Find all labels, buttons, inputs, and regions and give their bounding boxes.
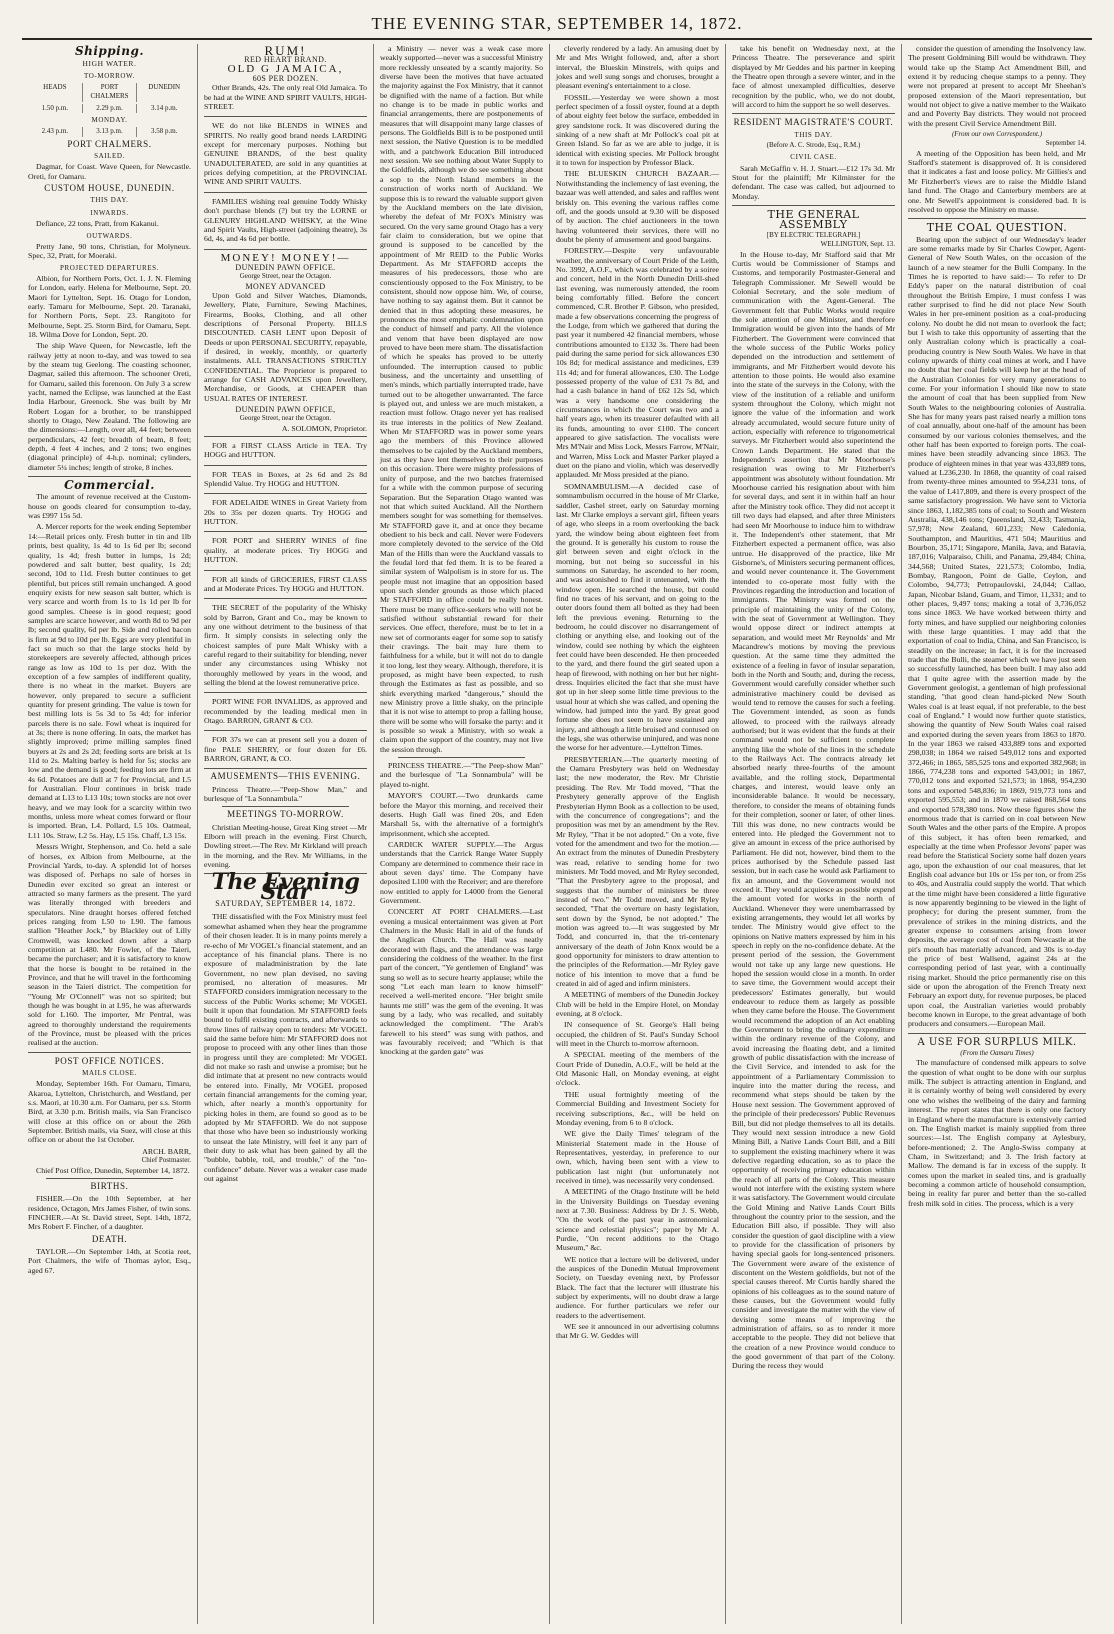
column-4 [550,44,726,1624]
commercial-body: A. Mercer reports for the week ending September 14:—Retail prices only. Fresh butter in tin and 1lb prints, best quality, 1s 4d to 1s 6d per lb; second quality, 1s 4d; fresh butter in lumps, 1s 2d; powdered and salt butter, best quality, 1s 2d; second, 10d to 11d. Fresh butter continues to get plentiful, but prices still remain unchanged. A good enquiry exists for new season salt butter, which is very scarce and worth from 1s to 1s 1d per lb for good samples. Cheese is in good request; good samples are scarce however, and worth 8d to 9d per lb; second quality, 6d per lb. Side and rolled bacon is firm at 9d to 10d per lb. Eggs are very plentiful in fact so much so that the large stocks held by storekeepers are severely affected, although prices range as low as 10d to 1s per doz. With the exception of a few samples of indifferent quality, there is no wheat in the market. Buyers are however, only prepared to secure a sufficient quantity for present grinding. The value is town for best milling lots is 5s 3d to 5s 4d; for inferior parcels there is no sale. Fowl wheat is inquired for at 3s; there is none offering. In oats, the market has slightly improved; prime milling samples fined buyers at 2s and 2s 2d; feeding sorts are brisk at 1s 11d to 2s. Malting barley is held for 5s; stocks are low and the demand is good; feeding lots are firm at 4s 6d. Potatoes are dull at 7 for Provincial, and L5 for Australian. Flour continues in brisk trade demand at L13 to L13 10s; town stocks are not over heavy, and we may look for a scarcity within two months, unless more wheat comes forward or flour is imported. Bran, L4. Pollard, L5 10s. Oatmeal, L11 10s. Straw, L2 5s. Hay, L5 15s. Chaff, L3 15s. [28,522,192,840]
meetings-text: Christian Meeting-house, Great King street —Mr Elborn will preach in the evening. First Church, Dowling street.—The Rev. Mr Kirkland will preach in the morning, and the Rev. Mr Williams, in the evening. [204,822,367,870]
masthead: THE EVENING STAR, SEPTEMBER 14, 1872. [22,14,1092,40]
custom-house-heading: CUSTOM HOUSE, DUNEDIN. [44,183,175,194]
projected-heading: PROJECTED DEPARTURES. [59,263,160,272]
commercial-body-2: Messrs Wright, Stephenson, and Co. held a sale of horses, ex Albion from Melbourne, at the Provincial Yards, to-day. A splendid lot of horses was disposed of. Perhaps no sale of horses in Dunedin ever excited so great an interest or attracted so many farmers as the present. The yard was literally thronged with breeders and speculators. Nine draught horses offered fetched prices ranging from L50 to L90. The famous stallion "Heather Jock," by Blackley out of Lilly Cromwell, was knocked down after a sharp competition at L480. Mr Fowler, of the Taieri, became the purchaser; and it is satisfactory to know that the horse is bought to be retained in the Province, and that he will travel in the forthcoming season in the Taieri district. The competition for "Young Mr O'Connell" was not so spirited; but though he was bought in at L95, he was afterwards sold for L160. The importer, Mr Pentral, was agreed to thoroughly understand the requirements of the Province, must be pleased with the prices realised at the auction. [28,842,191,1048]
shipping-heading: Shipping. [74,44,145,58]
divider [732,113,895,114]
money-advanced: MONEY ADVANCED [245,281,326,291]
divider [222,806,349,807]
bazaar-item: THE BLUESKIN CHURCH BAZAAR.—Notwithstanding the inclemency of last evening, the bazaar was well attended, and sales and raffles went briskly on. This evening the various raffles come off, and the goods unsold at 9.30 will be disposed of by auction. The chief auctioneers in the town having volunteered their services, there will no doubt be plenty of amusement and good bargains. [556,169,719,244]
rum-text: Other Brands, 42s. The only real Old Jamaica. To be had at the WINE AND SPIRIT VAULTS, HIGH-STREET. [204,83,367,112]
death-text: TAYLOR.—On September 14th, at Scotia reet, Port Chalmers, the wife of Thomas aylor, Esq., aged 67. [28,1246,191,1275]
dateline-sept14: September 14. [1045,139,1086,148]
divider [46,1178,173,1179]
amusements-heading: AMUSEMENTS—THIS EVENING. [210,771,361,782]
correspondent-text: A meeting of the Opposition has been held, and Mr Stafford's statement is disapproved of. It is considered that it indicates a fast and loose policy. Mr Gillies's and Mr Fitzherbert's views are to raise the Middle Island land fund. The Otago and Canterbury members are at one. Mr Sewell's appointment is considered bad. It is resolved to oppose the Ministry en masse. [908,148,1086,214]
civil-case-heading: CIVIL CASE. [790,153,837,162]
commercial-heading: Commercial. [64,478,155,493]
forestry-item: FORESTRY.—Despite very unfavourable weather, the anniversary of Court Pride of the Leith, No. 3992, A.O.F., which was celebrated by a soiree and concert, held in the North Dunedin Drill-shed last evening, was numerously attended, the room being comfortably filled. Before the concert commenced, C.R. Brother P. Gibson, who presided, made a few observations concerning the progress of the Lodge, from which we gathered that during the past year it numbered 42 financial members, whose contributions amounted to £132 3s. There had been paid during the same period for sick allowances £30 10s 8d; for medical assistance and medicines, £39 11s 4d; and for funeral allowances, £30. The Lodge possessed property of the value of £31 7s 8d, and had a cash balance in hand of £62 12s 5d, which was a very handsome one considering the circumstances in which the Court was two and a half years ago, when its treasurer defaulted with all its funds, amounting to over £100. The concert appeared to give satisfaction. The vocalists were Mrs M'Nair and Miss Lock, Messrs Farrow, M'Nair, and Warren, Miss Lock and Master Parker played a duet on the piano and violin, which was deservedly applauded. Mr Moss presided at the piano. [556,246,719,480]
geddes-item: WE see it announced in our advertising columns that Mr G. W. Geddes will [556,1322,719,1341]
tea-ad: FOR a FIRST CLASS Article in TEA. Try HOGG and HUTTON. [204,441,367,460]
column-3 [374,44,550,1624]
institute-item: A MEETING of the Otago Institute will be held in the University Buildings on Tuesday evening next at 7.30. Business: Address by Dr J. S. Webb, "On the work of the past year in astronomical science and celestial physics"; paper by Mr A. Purdie, "On recent additions to the Otago Museum," &c. [556,1187,719,1253]
groceries-ad: FOR all kinds of GROCERIES, FIRST CLASS and at Moderate Prices. Try HOGG and HUTTON. [204,574,367,593]
st-georges-item: IN consequence of St. George's Hall being occupied, the children of St. Paul's Sunday School will meet in the Church to-morrow afternoon. [556,1020,719,1049]
rum-brand: RED HEART BRAND. [244,55,327,65]
sailed-text: Dagmar, for Coast. Wave Queen, for Newcastle. Oreti, for Oamaru. [28,162,191,181]
geddes-continued: take his benefit on Wednesday next, at the Princess Theatre. The perseverance and spirit displayed by Mr Geddes and his partner in keeping the Theatre open through a severe winter, and in the face of almost unexampled difficulties, deserve recognition by the public, who, we do not doubt, will accord to him the support he so well deserves. [732,44,895,110]
adelaide-ad: FOR ADELAIDE WINES in Great Variety from 20s to 35s per dozen quarts. Try HOGG and HUTTON. [204,498,367,527]
divider [28,1052,191,1053]
paper-title: The Evening Star [211,869,360,905]
signatory-title: Chief Postmaster. [141,1156,191,1165]
building-society-item: THE usual fortnightly meeting of the Commercial Building and Investment Society for receiving subscriptions, &c., will be held on Monday evening, from 6 to 8 o'clock. [556,1089,719,1127]
births-text: FISHER.—On the 10th September, at her residence, Octagon, Mrs James Fisher, of twin sons. FINCHER.—At St. David street, Sept. 14th, 1872, Mrs Robert F. Fincher, of a daughter. [28,1194,191,1232]
milk-source: (From the Oamaru Times) [960,1049,1034,1058]
blends-ad: WE do not like BLENDS in WINES and SPIRITS. No really good brand needs LARDING except for mercenary purposes. Nothing but GENUINE BRANDS, of the best quality UNADULTERATED, are sold in any quantities at prices defying competition, at the PROVINCIAL WINE AND SPIRIT VAULTS. [204,121,367,187]
tide-labels-row [28,83,191,102]
foresters-item: A SPECIAL meeting of the members of the Court Pride of Dunedin, A.O.F., will be held at the Old Masonic Hall, on Monday evening, at eight o'clock. [556,1050,719,1088]
dateline-wellington: WELLINGTON, Sept. 13. [820,240,895,249]
tide-time: 2.29 p.m. [83,104,138,113]
own-correspondent: (From our own Correspondent.) [951,130,1043,139]
inwards-heading: INWARDS. [90,208,129,217]
milk-text: The manufacture of condensed milk appears to solve the question of what ought to be done with our surplus milk. The subject is attracting attention in England, and it is certainly worthy of being well considered by every one who wishes the wellbeing of the dairy and farming interest. The report states that there is only one factory in England where the manufacture is extensively carried on. The English market is mainly supplied from three sources:—1st. The English company at Aylesbury, before-mentioned; 2. The Anglo-Swiss company at Cham, in Switzerland; and 3. The Irish factory at Mallow. The demand is far in excess of the supply. It comes upon the market in sealed tins, and is gradually becoming a common article of household consumption, being in reality far purer and better than the so-called fresh milk sold in cities. The process, which is a very [908,1058,1086,1208]
pawn-office-title: DUNEDIN PAWN OFFICE. [235,262,336,272]
column-1 [22,44,198,1624]
water-supply-item: CARDICK WATER SUPPLY.—The Argus understands that the Carrick Range Water Supply Company are determined to commence their race in about seven days' time. The Company have deposited L100 with the Receiver; and are therefore now entitled to apply for L4000 from the General Government. [380,839,543,905]
column-5 [726,44,902,1624]
assembly-heading: THE GENERAL ASSEMBLY [767,208,860,231]
inwards-text: Defiance, 22 tons, Pratt, from Kakanui. [36,219,159,229]
pale-sherry-ad: FOR 37s we can at present sell you a dozen of fine PALE SHERRY, or four dozen for £6. BARRON, GRANT, & CO. [204,735,367,763]
tide-label: DUNEDIN [148,83,181,92]
mayors-court-item: MAYOR'S COURT.—Two drunkards came before the Mayor this morning, and received their deserts. Hugh Gall was fined 20s, and Eden Marshall 5s, with the alternative of a fortnight's imprisonment, which she accepted. [380,791,543,838]
leader-continued: a Ministry — never was a weak case more weakly supported—never was a successful Ministry more recklessly unseated by a scantly majority. So diverse have been the motives that have actuated the majority against the Fox Ministry, that it cannot be dignified with the name of a faction. But while no change is to be made in public works and financial arrangements, there are postponements of measures that will disappoint many large classes of persons. The Goldfields Bill is to be postponed until next session, the Native Question is to be meddled with, and a patchwork Education Bill introduced next session. We see nothing about Water Supply to the Goldfields, although we do see something about a sop to the North Island members in the construction of works north of Auckland. We suppose this is to reward the valuable support given by the Auckland members on the late division, whereby the defeat of Mr FOX's Ministry was secured. On the very same ground Otago has a very fair claim to consideration, but we opine that ground is supposed to be cancelled by the appointment of Mr REID to the Public Works Department. As Mr STAFFORD accepts the measures of his predecessors, those who are conscientiously opposed to the Fox Ministry, to be consistent, should now oppose him. We, of course, have nothing to say against them. But it cannot be denied that in thus adopting these measures, he pronounces the most emphatic condemnation upon the conduct of himself and party. All the violence and venom that have been displayed are now proved to have been mere sham. The dissatisfaction of which he speaks has proved to be utterly unfounded. The interruption caused to public business, and the uncertainty and unsettling of men's minds, which partially interrupted trade, have turned out to be altogether unwarranted. The farce is played out, and unless we are much mistaken, a reaction must follow. Otago never yet has realised its true interests in the politics of New Zealand. When Mr STAFFORD was in power some years ago the members of this Province allowed themselves to be cajoled by the Auckland members, just as they have lent themselves to their purposes on this occasion. There were mighty professions of unity of purpose, and the two batches fraternised for a while with the common purpose of securing Separation. But the Separation Otago wanted was not that which suited Auckland. All the Northern members sought for was something for themselves. Mr STAFFORD gave it, and at once they became obedient to his beck and call. Never were Fodevers more completely devoted to the service of the Old Man of the Hills than were the Auckland vassals to the feudal lord that fed them. It is to be feared a similar system of Walpolism is in store for us. The people must not imagine that an opposition based upon such slender grounds as those which placed Mr STAFFORD in office could be really honest. There must be many office-seekers who will not be satisfied without substantial reward for their services. One effect, therefore, must be to let in a new set of cormorants eager for some sop to satisfy their cravings. The bait may lure them to faithfulness for a while, but it will not do to dangle it too long, lest they weary. Although, therefore, it is proposed, as might have been expected, to rush through the Estimates as fast as possible, and so shirk everything marked "dangerous," should the new Ministry prove a little shaky, on the principle that it is not wise to attempt to prop a falling house, there will be some who will forsake the party: and it is possible so weak a Ministry, with so weak a claim upon the support of the country, may not live the session through. [380,44,543,754]
lecture-item: WE notice that a lecture will be delivered, under the auspices of the Dunedin Mutual Improvement Society, on Tuesday evening next, by Professor Black. The fact that the lecturer will illustrate his subject by experiments, will no doubt draw a large audience. For further particulars we refer our readers to the advertisement. [556,1254,719,1320]
mails-text: Monday, September 16th. For Oamaru, Timaru, Akaroa, Lyttelton, Christchurch, and Westland, per s.s. Maori, at 10.30 a.m. For Oamaru, per s.s. Storm Bird, at 3.30 p.m. British mails, via San Francisco will close at this office on or about the 26th September. British mails, via Suez, will close at this office on or about the 1st October. [28,1079,191,1145]
port-chalmers-heading: PORT CHALMERS. [67,138,152,149]
column-2 [198,44,374,1624]
money-heading: MONEY! MONEY!— [220,251,351,264]
tide-time: 3.13 p.m. [83,127,138,136]
monday-label: MONDAY. [91,116,128,125]
port-sherry-ad: FOR PORT and SHERRY WINES of fine quality, at moderate prices. Try HOGG and HUTTON. [204,536,367,565]
proprietor: A. SOLOMON, Proprietor. [281,423,367,433]
whisky-ad: THE SECRET of the popularity of the Whisky sold by Barron, Grant and Co., may be known to any one without detriment to the business of that firm. It simply consists in selecting only the choicest samples of pure Malt Whisky with a careful regard to their suitability for blending, never under any circumstances using Whisky not thoroughly mellowed by years in the wood, and selling the blend at the lowest remunerative price. [204,603,367,687]
pawn-address-2: George Street, near the Octagon. [239,414,332,423]
death-heading: DEATH. [91,1233,128,1244]
coal-text: Bearing upon the subject of our Wednesday's leader are some remarks made by Sir Charles Cowper, Agent-General of New South Wales, on the occasion of the launch of a new steamer for the Bulli Company. In the Times he is reported to have said:— To refer to Dr Eddy's paper on the natural distribution of coal throughout the British Empire, I must confess I was rather surprised to find he did not place New South Wales in her pre-eminent position as a coal-producing colony. No doubt he did not mean to overlook the fact; but I wish to take this opportunity of asserting that the only Australian colony which is practically a coal-producing country is New South Wales. We have in that colony upwards of thirty coal mines at work, and I have no doubt that her coal fields will keep her at the head of the Australian Colonies for very many generations to come. For your information I should like now to state the amount of coal that has been supplied from New South Wales to the neighbouring colonies of Australia. She has for many years past raised nearly a million tons of coal annually, about one-half of the amount has been consumed by our various colonies themselves, and the other half has been exported to foreign ports. The coal-mines have been steadily advancing since 1863. The produce of eighteen mines in that year was 433,889 tons, valued at L236,230. In 1868, the quantity of coal raised from twenty-three mines amounted to 954,231 tons, of the value of L417,809, and there is every prospect of the same satisfactory progression. We have sent to Victoria since 1863, 1,182,385 tons of coal; to South and Western Australia, 438,146 tons; Queensland, 32,433; Tasmania, 57,978; New Zealand, 601,233; New Caledonia, Southampton, and Mauritius, 471 504; Mauritius and Bourbon, 35,171; Singapore, Manila, Java, and Batavia, 187,016; Valparaiso, Chili, and Panama, 29,484; China, 344,568; United States, 221,573; Colombo, India, Bombay, Rangoon, Point de Galle, Ceylon, and Colombo, 94,773; Petropaulovski, 24,044; Callao, Japan, Nicobar Island, Guam, and Timor, 11,331; and to other places, 9,497 tons; making a total of 3,736,052 tons since 1863. We have worked between thirty and forty mines, and have supplied our neighboring colonies with these large quantities. I may add that the exportation of coal to India, China, and San Francisco, is steadily on the increase; in fact, it is for the increased trade that the Bulli, the steamer which we have just seen so successfully launched, has been built. I may also add that I quite agree with the assertion made by the Government geologist, a gentleman of high professional standing, "that good clean hand-picked New South Wales coal is at least equal, if not preferable, to the best coal of England." I would now further quote statistics, showing the quantity of New South Wales coal raised and exported during the seven years from 1863 to 1870. In the year 1863 we raised 433,889 tons and exported 298,038; in 1864 we raised 549,012 tons and exported 372,466; in 1865, 585,525 tons and exported 382,968; in 1866, 774,238 tons and exported 543,001; in 1867, 770,012 tons and exported 521,573; in 1868, 954,230 tons and exported 548,836; in 1869, 919,773 tons and exported 595,553; and in 1870 we raised 868,564 tons and exported 578,380 tons. Now these figures show the enormous trade that is carried on in coal between New South Wales and the other parts of the Empire. A propos of this subject, it has often been remarked, and especially at the time when Professor Jevons' paper was read before the Statistical Society some half dozen years ago, upon the exhaustion of our coal measures, that let English coal advance but 10s or 15s per ton, or from 25s to 40s, and Australia could supply the world. That which at the time might have been considered a little figurative is now apparently beginning to be viewed in the light of prophecy; for during the present summer, from the prevalence of strikes in the mining districts, and the greater expense to consumers arising from lower deposits, the average cost of coal from Newcastle at the pit's mouth has materially advanced, and 30s is to-day the price of best Wallsend, against 24s at the corresponding period of last year, with a continually rising market. Should the price permanently rise on this side or upon the abrogation of the French Treaty next February an export duty, for revenue purposes, be placed upon coal, the Australian varieties would probably become known in Europe, to the great advantage of both producers and consumers.—European Mail. [908,234,1086,1029]
high-water-heading: HIGH WATER. [82,59,137,69]
pawn-office-title-2: DUNEDIN PAWN OFFICE, [235,405,336,415]
daily-times-item: WE give the Daily Times' telegram of the Ministerial Statement made in the House of Representatives, yesterday, in preference to our own, which, having been sent with a view to publication last night (but unfortunately not received in time), was necessarily very condensed. [556,1129,719,1185]
telegraph-label: [BY ELECTRIC TELEGRAPH.] [766,230,861,239]
divider [28,476,191,477]
jockey-club-item: A MEETING of members of the Dunedin Jockey Club will be held in the Empire Hotel, on Monday evening, at 8 o'clock. [556,990,719,1019]
tide-times-row [28,104,191,113]
tide-times-monday-row [28,127,191,136]
tomorrow-label: TO-MORROW. [84,71,135,80]
columns [22,44,1092,1624]
rum-heading: RUM! [264,44,307,58]
post-date: Chief Post Office, Dunedin, September 14, 1872. [36,1165,190,1175]
princess-theatre-item: PRINCESS THEATRE.—"The Peep-show Man" and the burlesque of "La Sonnambula" will be played to-night. [380,761,543,789]
meetings-heading: MEETINGS TO-MORROW. [227,809,344,820]
leader-text: THE dissatisfied with the Fox Ministry must feel somewhat ashamed when they hear the programme of their chosen leader. It is in many points merely a re-echo of Mr VOGEL's financial statement, and an acceptance of his financial plans. There is no exposure of maladministration by the late Government, no new plan devised, no saving promised, no alteration of measures. Mr STAFFORD considers immigration necessary to the success of the Public Works scheme; Mr VOGEL built it upon that foundation. Mr STAFFORD feels bound to fulfil existing contracts, and afterwards to throw lines of railway open to tenders: Mr VOGEL said the same before him: Mr STAFFORD does not propose to proceed with any other lines than those in progress until they are completed: Mr VOGEL did not make so rash and unwise a promise; but he did intimate that at present no new contracts would be entered into. Finally, Mr VOGEL proposed certain financial arrangements for the coming year, which, after nearly a month's opportunity for picking holes in them, are found so good as to be adopted by Mr STAFFORD. We do not suppose that those who have been so industriously working to unseat the late Ministry, will feel it any part of their duty to ask what has been gained by all the "bubble, babble, toil, and trouble," of the "no-confidence" debate. Never was a weaker case made out against [204,912,367,1184]
milk-heading: A USE FOR SURPLUS MILK. [917,1036,1077,1048]
mails-close-label: MAILS CLOSE. [82,1069,137,1078]
assembly-text: In the House to-day, Mr Stafford said that Mr Curtis would be Commissioner of Stamps and Customs, and temporarily Postmaster-General and Telegraph Commissioner. Mr Sewell would be Colonial Secretary, and the sole medium of communication with the Agent-General. The Government felt that Public Works would require the sole attention of one Minister, and therefore Immigration would be given into the hands of Mr Fitzherbert. The Government were convinced that the whole success of the Public Works policy depended on the introduction and settlement of immigrants, and Mr Fitzherbert would devote his attention to those points. He would also examine into the state of the surveys in the Colony, with the view of the institution of a reliable and uniform system throughout the Colony, which might not ignore the value of the information and work already accumulated, would secure future unity of action, especially with reference to trigonometrical surveys. Mr Fitzherbert would also superintend the Crown Lands Department. He stated that the Independent's assertion that Mr Moorhouse's resignation was owing to Mr Fitzherbert's appointment was absolutely without foundation. Mr Moorhouse carried his resignation about with him for several days, and sent it in within half an hour after the Ministry took office. They did not accept it till two days had elapsed, and after three Ministers had seen Mr Moorhouse to induce him to withdraw it. The Independent's other statement, that Mr Fitzherbert expected a permanent office, was also untrue. He disapproved of the practice, like Mr Gisborne's, of Ministers securing permanent offices, and would never countenance it. The Government intended to co-operate most fully with the Provinces regarding the introduction and location of immigrants. The Ministry was formed on the principle of maintaining the unity of the Colony, with the seat of Government at Wellington. They would oppose direct or indirect attempts at separation, and would meet Mr Reynolds' and Mr Macandrew's motions by moving the previous question. At the same time they admitted the existence of a feeling in favor of insular separation, both in the North and South; and, during the recess, Government would carefully consider whether such administrative machinery could be devised as would tend to remove the causes for such a feeling. The Government intended, as soon as funds allowed, to proceed with the railways already authorised; but it was evident that the funds at their command would not be sufficient to complete anything like the whole of the lines in the schedule to the Railways Act. The contracts already let absorbed nearly three-fourths of the amount available, and the rolling stock, Departmental charges, and interest, would leave only an inconsiderable balance. It would be necessary, therefore, to consider the means of obtaining funds for their completion, sooner or later, of other lines. Till this was done, no new contracts would be entered into. He pledged the Government not to give an amount in excess of the price authorised by Parliament. He did not, however, bind them to the prices authorised by the Schedule passed last session, but in each case he would ask Parliament to fix an amount, and the Government would not exceed it. They would acquiesce as possible expend the amount voted for works in the north of Auckland. Whenever they were unembarrassed by existing arrangements, they would let all works by tender. The Ministry would give effect to the opinions on Native matters expressed by him in his speech in reply on the no-confidence debate. At the present period of the session, the Government would not take up any large new questions. He hoped the session would close in a month. In order to save time, the Government would accept their predecessors' Estimates generally, but would endeavour to reduce them as largely as possible when they came before the House. The Government would recommend the adoption of an Act enabling the Government to bring the ordinary expenditure within the ordinary revenue of the Colony, and avoid increasing the floating debt, and a limited growth of public dissatisfaction with the increase of the Civil Service, and intended to ask for the appointment of a Parliamentary Commission to inquire into the matter during the recess, and recommend what steps should be taken by the House next session. The Government approved of the principle of their predecessors' Public Revenues Bill, but did not pledge themselves to all its details. They would next session introduce a new Gold Mining Bill, a Native Lands Court Bill, and a Bill to supplement the existing machinery where it was defective regarding education, so as to place the opportunity of receiving primary education within the reach of all parts of the Colony. This measure would not interfere with the existing system where it was satisfactory. The Government would circulate the Gold Mining and Native Lands Court Bills throughout the country prior to the session, and the Education Bill also, if possible. They will also consider the question of gaol discipline with a view to provide for the classification of prisoners by having special gaols for long-sentenced prisoners. The Government were aware of the existence of discontent on the Western goldfields, but not of the special causes thereof. Mr Curtis hardly shared the opinions of his colleagues as to the sound nature of these causes, but the Government would fully consider and investigate the matter with the view of devising some means of improving the administration of affairs, so as to render it more acceptable to the people. They did not believe that the creation of a new Province would conduce to the good government of that part of the Colony. During the recess they would [732,249,896,1371]
tide-time: 3.58 p.m. [150,127,178,136]
outwards-heading: OUTWARDS. [86,231,133,240]
column-6 [902,44,1092,1624]
divider [732,205,895,206]
post-office-heading: POST OFFICE NOTICES. [54,1055,165,1066]
old-jamaica: OLD G JAMAICA, [227,62,344,75]
shipping-body: The ship Wave Queen, for Newcastle, left the railway jetty at noon to-day, and was towed to sea by the steam tug Geelong. The coasting schooner, Dagmar, sailed this afternoon. The schooner Oreti, for Oamaru, sailed this forenoon. On July 3 a screw yacht, named the Eclipse, was launched at the East India Harbour, Greenock. She was built by Mr Robert Logan for a brother, to be transhipped shortly to Otago, New Zealand. The following are the dimensions:—Length, over all, 44 feet; between perpendiculars, 42 feet; breadth of beam, 8 feet; depth, 4 feet 4 inches, and 2 tons; two engines (diagonal principle) of 4-h.p. nominal; cylinders, diameter 5¼ inches; length of stroke, 8 inches. [28,341,191,472]
money-text: Upon Gold and Silver Watches, Diamonds, Jewellery, Plate, Furniture, Sewing Machines, Firearms, Books, Clothing, and all other descriptions of Personal Property. BILLS DISCOUNTED. CASH LENT upon Deposit of Deeds or upon PERSONAL SECURITY, repayable, if desired, in weekly, monthly, or quarterly instalments. ALL TRANSACTIONS STRICTLY CONFIDENTIAL. The Proprietor is prepared to arrange for CASH ADVANCES upon Jewellery, Merchandise, or Goods, at CHEAPER than USUAL RATES OF INTEREST. [204,290,367,403]
pawn-address: George Street, near the Octagon. [239,272,332,281]
tide-time: 2.43 p.m. [28,127,83,136]
court-before: (Before A. C. Strode, Esq., R.M.) [766,141,861,150]
teas-ad: FOR TEAS in Boxes, at 2s 6d and 2s 8d Splendid Value. Try HOGG and HUTTON. [204,469,367,489]
coal-heading: THE COAL QUESTION. [926,221,1068,235]
births-heading: BIRTHS. [90,1180,129,1191]
signatory: ARCH. BARR, [142,1146,191,1156]
commercial-lead: The amount of revenue received at the Custom-house on goods cleared for consumption to-day, was £997 15s 5d. [28,492,191,521]
port-wine-ad: PORT WINE FOR INVALIDS, as approved and recommended by the leading medical men in Otago. BARRON, GRANT & CO. [204,697,367,725]
sailed-heading: SAILED. [94,152,125,161]
rum-price: 60S PER DOZEN. [252,74,319,84]
presbyterian-item: PRESBYTERIAN.—The quarterly meeting of the Oamaru Presbytery was held on Wednesday last; the new moderator, the Rev. Mr Christie presiding. The Rev. Mr Todd moved, "That the Presbytery generally approve of the English Presbyterian Hymn Book as a collection to be used, with the concurrence of congregations"; and the proposition was met by an amendment by the Rev. Mr Ryley, "That it be not adopted." On a vote, five voted for the amendment and two for the motion.—An extract from the minutes of Dunedin Presbytery was read, relative to sending home for two ministers. Mr Todd moved, and Mr Ryley seconded, "That the Presbytery agree to the proposal, and suggests that the number of ministers be three instead of two." Mr Todd moved, and Mr Ryley seconded, "That the overture on hasty legislation, sent down by the Synod, be not adopted." The motion was agreed to.—It was suggested by Mr Todd, and concurred in, that the tri-centenary anniversary of the death of John Knox would be a good opportunity for ministers to draw attention to the principles of the Reformation.—Mr Ryley gave notice of his intention to move that a fund be created in aid of aged and infirm ministers. [556,754,719,989]
fossil-item: FOSSIL.—Yesterday we were shown a most perfect specimen of a fossil oyster, found at a depth of about eighty feet below the surface, embedded in grey sandstone rock. It was discovered during the sinking of a new shaft at Mr Pollock's coal pit at Green Island. So far as we are able to judge, it is identical with existing species. Mr Pollock brought it to town for inspection by Professor Black. [556,92,719,168]
tide-time: 1.50 p.m. [28,104,83,113]
tide-label: PORT CHALMERS [83,83,138,102]
projected-text: Albion, for Northern Ports, Oct. 1. J. N. Fleming for London, early. Helena for Melbourne, Sept. 20. Maori for Lyttelton, Sept. 16. Otago for London, early. Tamaru for Melbourne, Sept. 20. Taranaki, for Northern Ports, Sept. 23. Rangitoto for Melbourne, Sept. 25. Storm Bird, for Oamaru, Sept. 18. Wilma Dove for London, Sept. 20. [28,273,191,339]
concert-item: CONCERT AT PORT CHALMERS.—Last evening a musical entertainment was given at Port Chalmers in the Music Hall in aid of the funds of the Anglican Church. The Hall was neatly decorated with flags, and the attendance was large considering the coldness of the weather. In the first part of the concert, "Ye gentlemen of England" was sung so well as to secure hearty applause; while the song "Let each man learn to know himself" received a well-merited encore. "Her bright smile haunts me still" was the gem of the evening. It was sung by a lady, who was recalled, and suitably acknowledged the compliment. "The Arab's farewell to his steed" was sung with pathos, and was favourably received; and "Which is that knocking at the garden gate" was [380,907,543,1057]
paper-date: SATURDAY, SEPTEMBER 14, 1872. [215,899,356,909]
divider [908,218,1086,219]
court-this-day: THIS DAY. [794,130,833,139]
divider [398,757,525,758]
assembly-continued: consider the question of amending the Insolvency law. The present Goldmining Bill would be withdrawn. They would take up the Stamp Act Amendment Bill, and extend it by reducing cheque stamps to a penny. They were not prepared at present to accept Mr Sheehan's proposed extension of the Maori representation, but would not object to give a native member to the Waikato and and Poverty Bay districts. They would not proceed with the present Civil Service Amendment Bill. [908,44,1086,128]
tide-label: HEADS [28,83,83,102]
tide-time: 3.14 p.m. [150,103,178,112]
concert-continued: cleverly rendered by a lady. An amusing duet by Mr and Mrs Wright followed, and, after a short interval, the Blueskin Minstrels, with quips and jokes and well sung songs and choruses, brought a pleasant evening's entertainment to a close. [556,44,719,91]
civil-case-text: Sarah McGaffin v. H. J. Stuart.—£12 17s 3d. Mr Stout for the plaintiff; Mr Kilminster for the defendant. The case was called, but adjourned to Monday. [732,163,895,201]
families-ad: FAMILIES wishing real genuine Toddy Whisky don't purchase blends (?) but try the LORNE or GLENURY HIGHLAND WHISKY, at the Wine and Spirit Vaults, High-street (adjoining theatre), 3s 6d, 4s, and 4s 6d per bottle. [204,196,367,244]
outwards-text: Pretty Jane, 90 tons, Christian, for Molyneux. Spec, 32, Pratt, for Moeraki. [28,241,191,261]
court-heading: RESIDENT MAGISTRATE'S COURT. [733,117,894,128]
divider [908,1033,1086,1034]
somnambulism-item: SOMNAMBULISM.—A decided case of somnambulism occurred in the house of Mr Clarke, saddler, Cashel street, early on Saturday morning last. Mr Clarke employs a servant girl, fifteen years of age, who sleeps in a room overlooking the back yard, the window being about eighteen feet from the ground. It is generally his custom to rouse the girl between seven and eight o'clock in the morning, but not being so successful in his summons on Saturday, he ascended to her room, and was astonished to find it untenanted, with the window open. He searched the house, but could find no traces of his servant, and on going to the outer doors found them all bolted as they had been left the previous evening. Returning to the bedroom, he could discover no disarrangement of clothing or anything else, and looking out of the window, could see nothing by which the eighteen feet could have been descended. He then proceeded to the yard, and there found the girl seated upon a heap of firewood, with nothing on her but her night-dress. Inquiries elicited the fact that she must have got up in her sleep some little time previous to the usual hour at which she was called, and opening the window, had jumped into the yard. By great good fortune she does not seem to have sustained any injury, and although a little bruised and contused on the legs, she was otherwise uninjured, and was none the worse for her adventure.—Lyttelton Times. [556,481,719,753]
amusements-text: Princess Theatre.—"Peep-Show Man," and burlesque of "La Sonnambula." [204,784,367,804]
this-day-label: THIS DAY. [90,196,129,205]
